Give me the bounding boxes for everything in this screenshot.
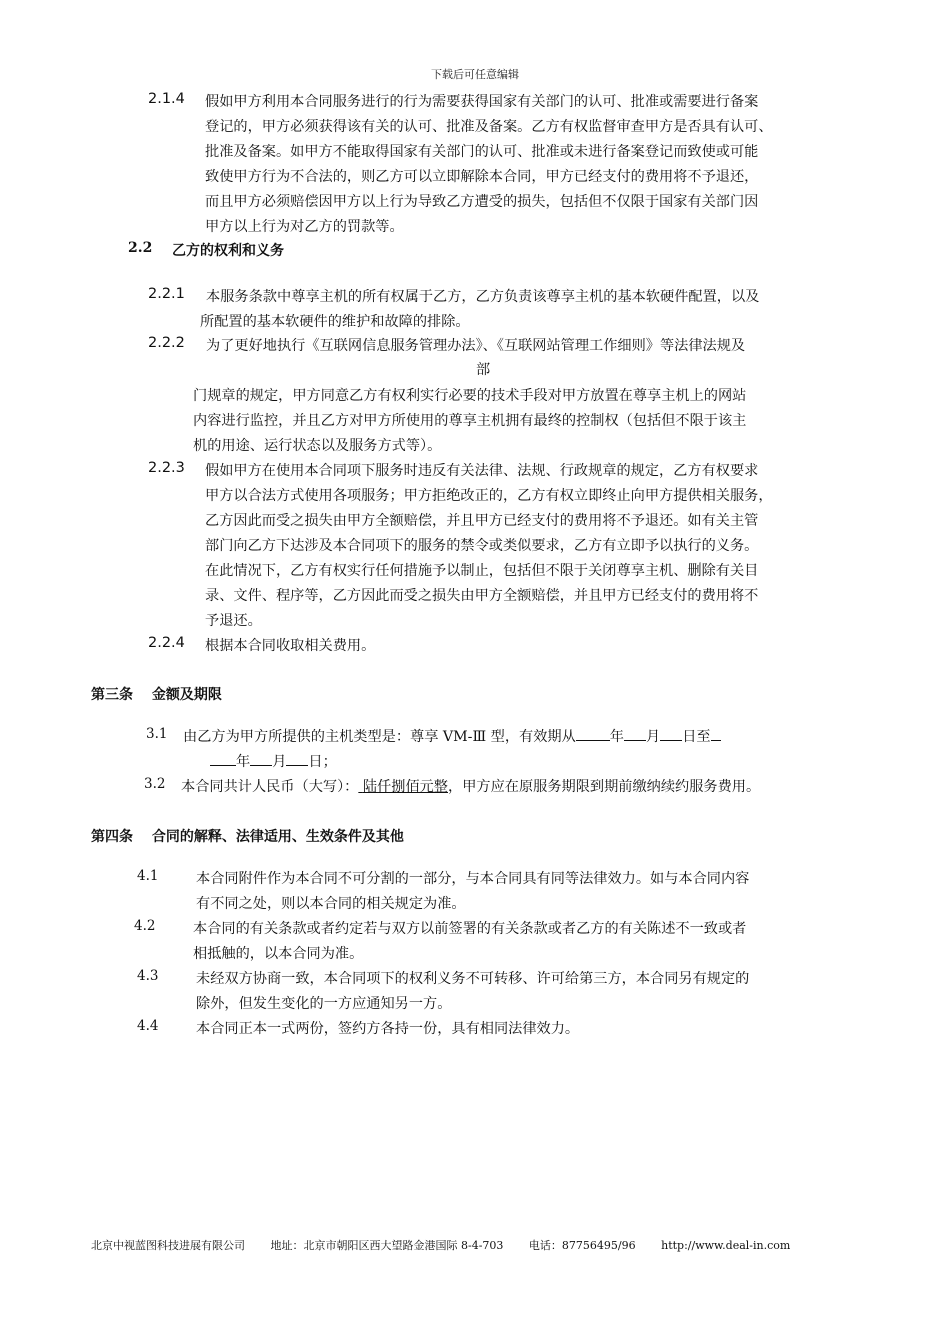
clause-2-2-3-line-4: 部门向乙方下达涉及本合同项下的服务的禁令或类似要求，乙方有立即予以执行的义务。 [205,538,759,554]
end-day-blank [286,751,308,766]
clause-2-2-3-line-6: 录、文件、程序等，乙方因此而受之损失由甲方全额赔偿，并且甲方已经支付的费用将不 [205,588,759,604]
end-month-label: 月 [272,754,287,770]
clause-3-2-text: 本合同共计人民币（大写）： [181,779,359,795]
clause-2-1-4-line-3: 批准及备案。如甲方不能取得国家有关部门的认可、批准或未进行备案登记而致使或可能 [205,144,759,160]
clause-4-1-line-2: 有不同之处，则以本合同的相关规定为准。 [196,896,466,912]
clause-number-4-2: 4.2 [134,918,156,934]
clause-2-2-3-line-7: 予退还。 [205,613,262,629]
clause-4-2-line-2: 相抵触的，以本合同为准。 [193,946,364,962]
contract-amount [358,779,448,795]
article-4-title: 第四条 合同的解释、法律适用、生效条件及其他 [91,829,404,845]
clause-number-3-2: 3.2 [144,776,166,792]
end-year-label: 年 [236,754,251,770]
clause-number-4-4: 4.4 [137,1018,159,1034]
article-3-title: 第三条 金额及期限 [91,687,222,703]
clause-number-2-2-4: 2.2.4 [148,635,185,651]
page-footer [91,1237,790,1253]
clause-number-2-2-1: 2.2.1 [148,286,185,302]
contract-amount-text: 陆仟捌佰元整 [362,779,448,795]
page-header: 下载后可任意编辑 [431,68,519,81]
clause-2-2-2-line-3: 门规章的规定，甲方同意乙方有权利实行必要的技术手段对甲方放置在尊享主机上的网站 [193,388,747,404]
clause-2-1-4-line-2: 登记的，甲方必须获得该有关的认可、批准及备案。乙方有权监督审查甲方是否具有认可、 [205,119,773,135]
clause-3-2-text-b: ，甲方应在原服务期限到期前缴纳续约服务费用。 [448,779,761,795]
clause-number-3-1: 3.1 [146,726,168,742]
footer-url: http://www.deal-in.com [661,1239,791,1252]
start-year-label: 年 [609,729,624,745]
clause-4-4-line-1: 本合同正本一式两份，签约方各持一份，具有相同法律效力。 [196,1021,580,1037]
clause-2-1-4-line-6: 甲方以上行为对乙方的罚款等。 [205,219,404,235]
footer-address: 地址：北京市朝阳区西大望路金港国际 8-4-703 [270,1239,504,1252]
clause-2-2-2-line-4: 内容进行监控，并且乙方对甲方所使用的尊享主机拥有最终的控制权（包括但不限于该主 [193,413,747,429]
clause-4-3-line-1: 未经双方协商一致，本合同项下的权利义务不可转移、许可给第三方，本合同另有规定的 [196,971,750,987]
clause-number-2-2-2: 2.2.2 [148,335,185,351]
end-month-blank [250,751,272,766]
clause-2-2-2-line-5: 机的用途、运行状态以及服务方式等）。 [193,438,442,454]
clause-2-2-2-line-1: 为了更好地执行《互联网信息服务管理办法》、《互联网站管理工作细则》等法律法规及 [206,338,746,354]
clause-2-2-3-line-5: 在此情况下，乙方有权实行任何措施予以制止，包括但不限于关闭尊享主机、删除有关目 [205,563,759,579]
clause-3-1-text: 由乙方为甲方所提供的主机类型是：尊享 VM-Ⅲ 型，有效期从 [183,729,576,745]
clause-2-1-4-line-1: 假如甲方利用本合同服务进行的行为需要获得国家有关部门的认可、批准或需要进行备案 [205,94,759,110]
end-year-blank [210,751,236,766]
clause-4-1-line-1: 本合同附件作为本合同不可分割的一部分，与本合同具有同等法律效力。如与本合同内容 [196,871,750,887]
clause-3-1-line-2 [210,751,337,771]
clause-number-2-2-3: 2.2.3 [148,460,185,476]
end-day-label: 日； [308,754,337,770]
clause-2-2-1-line-1: 本服务条款中尊享主机的所有权属于乙方，乙方负责该尊享主机的基本软硬件配置，以及 [206,289,760,305]
clause-3-1-line-1 [183,726,721,746]
section-title-2-2: 乙方的权利和义务 [172,243,284,259]
clause-2-2-3-line-1: 假如甲方在使用本合同项下服务时违反有关法律、法规、行政规章的规定，乙方有权要求 [205,463,759,479]
clause-2-2-1-line-2: 所配置的基本软硬件的维护和故障的排除。 [200,314,470,330]
clause-4-2-line-1: 本合同的有关条款或者约定若与双方以前签署的有关条款或者乙方的有关陈述不一致或者 [193,921,747,937]
end-prefix-blank [711,726,721,741]
clause-2-2-4-text: 根据本合同收取相关费用。 [205,638,376,654]
start-day-blank [660,726,682,741]
clause-2-2-2-line-2: 部 [476,362,491,378]
clause-3-2-line [181,776,760,796]
clause-2-2-3-line-3: 乙方因此而受之损失由甲方全额赔偿，并且甲方已经支付的费用将不予退还。如有关主管 [205,513,759,529]
footer-company: 北京中视蓝图科技进展有限公司 [91,1239,245,1252]
clause-4-3-line-2: 除外，但发生变化的一方应通知另一方。 [196,996,452,1012]
section-number-2-2: 2.2 [128,240,153,256]
footer-phone: 电话：87756495/96 [528,1239,636,1252]
start-day-to-label: 日至 [682,729,711,745]
clause-2-1-4-line-4: 致使甲方行为不合法的，则乙方可以立即解除本合同，甲方已经支付的费用将不予退还， [205,169,759,185]
clause-number-4-3: 4.3 [137,968,159,984]
start-month-blank [624,726,646,741]
start-month-label: 月 [645,729,661,745]
clause-2-2-3-line-2: 甲方以合法方式使用各项服务；甲方拒绝改正的，乙方有权立即终止向甲方提供相关服务， [205,488,773,504]
clause-number-4-1: 4.1 [137,868,159,884]
clause-2-1-4-line-5: 而且甲方必须赔偿因甲方以上行为导致乙方遭受的损失，包括但不仅限于国家有关部门因 [205,194,759,210]
clause-number-2-1-4: 2.1.4 [148,91,185,107]
start-year-blank [576,726,610,741]
